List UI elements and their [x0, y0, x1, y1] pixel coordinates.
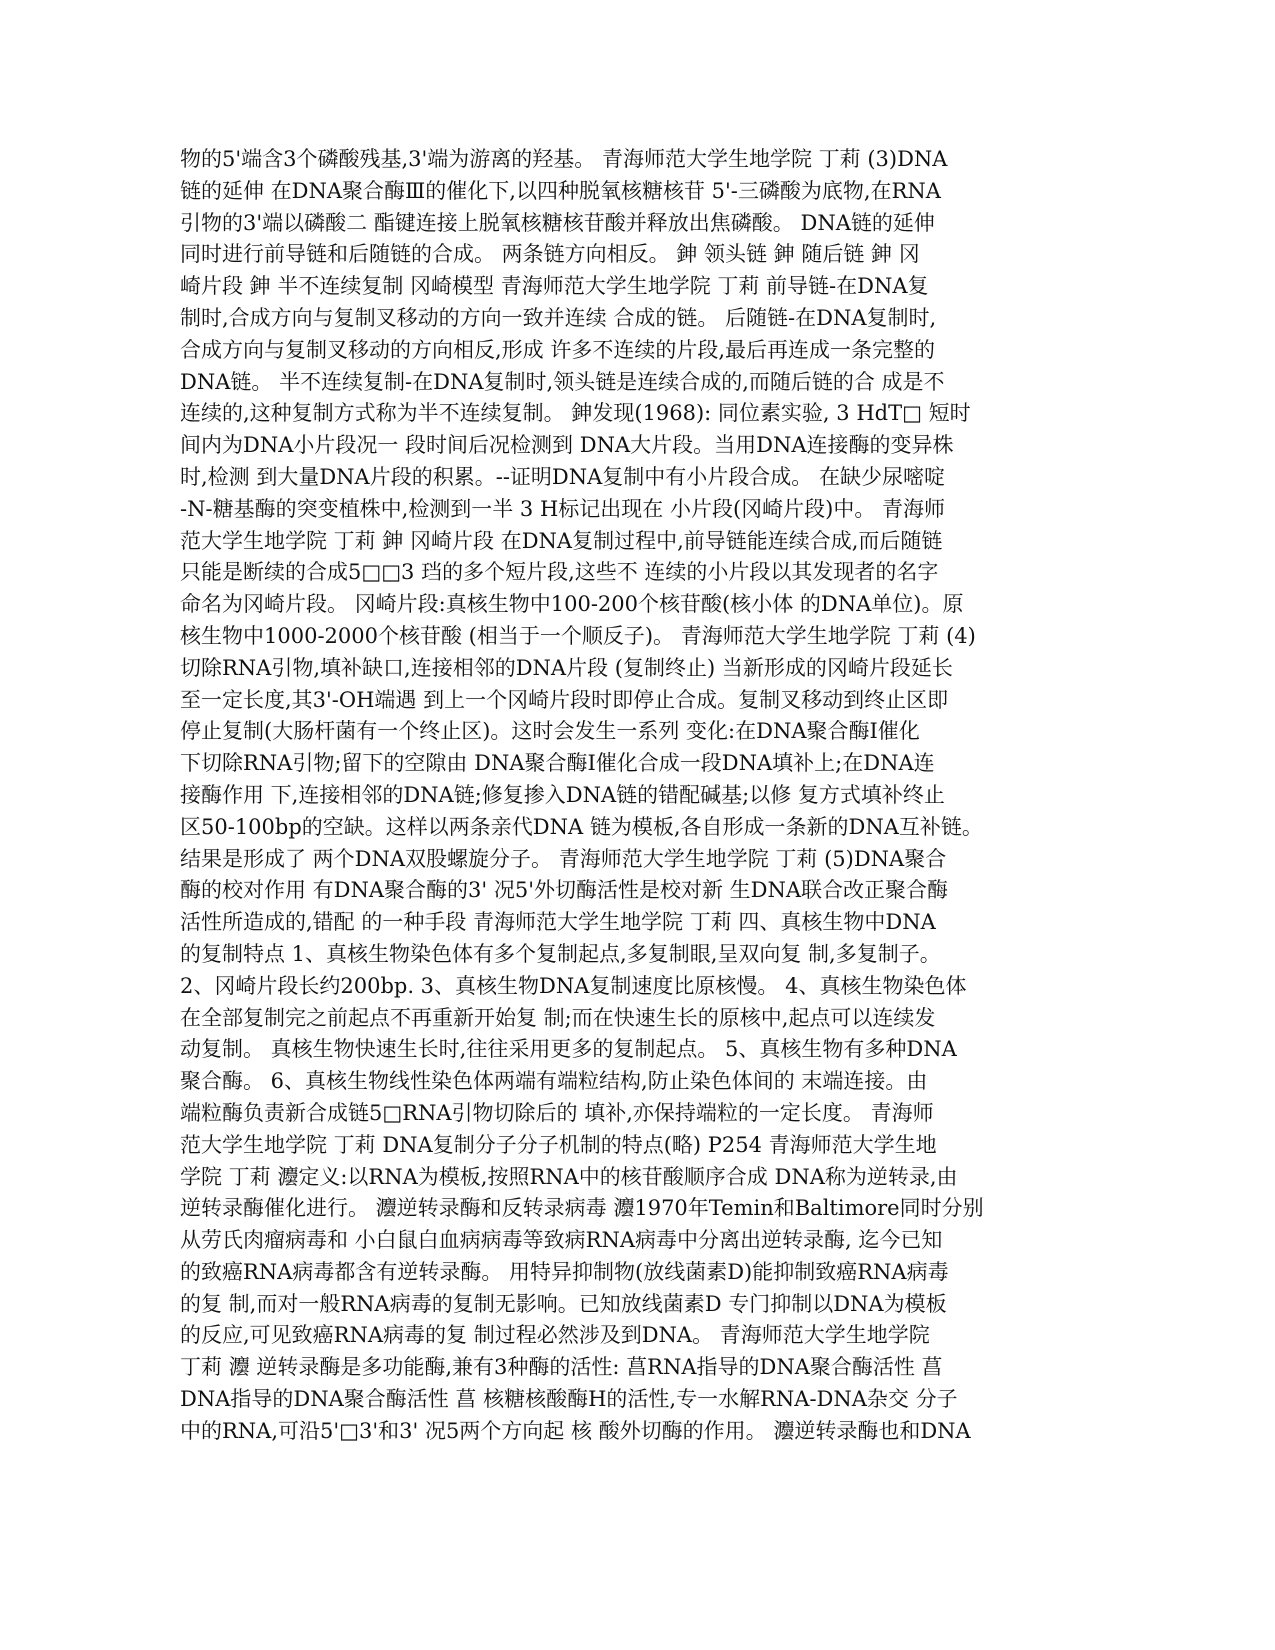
text-line: 酶的校对作用 有DNA聚合酶的3' 况5'外切酶活性是校对新 生DNA联合改正聚合酶	[180, 878, 949, 903]
text-line: 的反应,可见致癌RNA病毒的复 制过程必然涉及到DNA。 青海师范大学生地学院	[180, 1323, 930, 1348]
text-line: 逆转录酶催化进行。 灋逆转录酶和反转录病毒 灋1970年Temin和Baltimore同时分别	[180, 1196, 984, 1221]
text-line: 核生物中1000-2000个核苷酸 (相当于一个顺反子)。 青海师范大学生地学院 丁莉 (4)	[180, 623, 976, 648]
text-line: 接酶作用 下,连接相邻的DNA链;修复掺入DNA链的错配碱基;以修 复方式填补终止	[180, 782, 945, 807]
text-line: 在全部复制完之前起点不再重新开始复 制;而在快速生长的原核中,起点可以连续发	[180, 1005, 936, 1030]
text-line: 切除RNA引物,填补缺口,连接相邻的DNA片段 (复制终止) 当新形成的冈崎片段延长	[180, 655, 953, 680]
text-line: 命名为冈崎片段。 冈崎片段:真核生物中100-200个核苷酸(核小体 的DNA单位)。原	[180, 592, 964, 617]
text-line: 中的RNA,可沿5'□3'和3' 况5两个方向起 核 酸外切酶的作用。 灋逆转录酶也和DNA	[180, 1418, 971, 1443]
text-line: 学院 丁莉 灋定义:以RNA为模板,按照RNA中的核苷酸顺序合成 DNA称为逆转录,由	[180, 1164, 958, 1189]
text-line: 至一定长度,其3'-OH端遇 到上一个冈崎片段时即停止合成。复制叉移动到终止区即	[180, 687, 949, 712]
text-line: 2、冈崎片段长约200bp. 3、真核生物DNA复制速度比原核慢。 4、真核生物染色体	[180, 973, 967, 998]
text-line: 丁莉 灋 逆转录酶是多功能酶,兼有3种酶的活性: 菖RNA指导的DNA聚合酶活性 菖	[180, 1355, 943, 1380]
text-line: 链的延伸 在DNA聚合酶Ⅲ的催化下,以四种脱氧核糖核苷 5'-三磷酸为底物,在RNA	[180, 178, 941, 203]
text-line: 动复制。 真核生物快速生长时,往往采用更多的复制起点。 5、真核生物有多种DNA	[180, 1037, 957, 1062]
text-line: 结果是形成了 两个DNA双股螺旋分子。 青海师范大学生地学院 丁莉 (5)DNA聚合	[180, 846, 947, 871]
text-line: 时,检测 到大量DNA片段的积累。--证明DNA复制中有小片段合成。 在缺少尿嘧啶	[180, 464, 945, 489]
text-line: 只能是断续的合成5□□3 珰的多个短片段,这些不 连续的小片段以其发现者的名字	[180, 560, 939, 585]
text-line: 范大学生地学院 丁莉 鉮 冈崎片段 在DNA复制过程中,前导链能连续合成,而后随链	[180, 528, 943, 553]
text-line: 连续的,这种复制方式称为半不连续复制。 鉮发现(1968): 同位素实验, 3 HdT□ 短时	[180, 401, 971, 426]
text-line: 区50-100bp的空缺。这样以两条亲代DNA 链为模板,各自形成一条新的DNA互补链。	[180, 814, 983, 839]
text-line: 下切除RNA引物;留下的空隙由 DNA聚合酶Ⅰ催化合成一段DNA填补上;在DNA连	[180, 751, 935, 776]
text-line: 物的5'端含3个磷酸残基,3'端为游离的羟基。 青海师范大学生地学院 丁莉 (3)DNA	[180, 147, 948, 171]
text-line: 端粒酶负责新合成链5□RNA引物切除后的 填补,亦保持端粒的一定长度。 青海师	[180, 1100, 934, 1125]
text-line: 间内为DNA小片段况一 段时间后况检测到 DNA大片段。当用DNA连接酶的变异株	[180, 433, 954, 458]
text-line: 的致癌RNA病毒都含有逆转录酶。 用特异抑制物(放线菌素D)能抑制致癌RNA病毒	[180, 1259, 949, 1284]
text-line: 崎片段 鉮 半不连续复制 冈崎模型 青海师范大学生地学院 丁莉 前导链-在DNA复	[180, 274, 929, 299]
text-line: 活性所造成的,错配 的一种手段 青海师范大学生地学院 丁莉 四、真核生物中DNA	[180, 910, 936, 935]
text-line: 聚合酶。 6、真核生物线性染色体两端有端粒结构,防止染色体间的 末端连接。由	[180, 1069, 928, 1094]
text-line: 同时进行前导链和后随链的合成。 两条链方向相反。 鉮 领头链 鉮 随后链 鉮 冈	[180, 242, 920, 267]
text-line: 制时,合成方向与复制叉移动的方向一致并连续 合成的链。 后随链-在DNA复制时,	[180, 305, 937, 330]
text-line: DNA链。 半不连续复制-在DNA复制时,领头链是连续合成的,而随后链的合 成是不	[180, 369, 945, 394]
text-line: 的复 制,而对一般RNA病毒的复制无影响。已知放线菌素D 专门抑制以DNA为模板	[180, 1291, 947, 1316]
text-line: -N-糖基酶的突变植株中,检测到一半 3 H标记出现在 小片段(冈崎片段)中。 青海师	[180, 496, 946, 521]
text-line: 范大学生地学院 丁莉 DNA复制分子分子机制的特点(略) P254 青海师范大学生地	[180, 1132, 937, 1157]
text-line: DNA指导的DNA聚合酶活性 菖 核糖核酸酶H的活性,专一水解RNA-DNA杂交 分子	[180, 1387, 958, 1412]
text-line: 停止复制(大肠杆菌有一个终止区)。这时会发生一系列 变化:在DNA聚合酶Ⅰ催化	[180, 719, 920, 744]
text-line: 的复制特点 1、真核生物染色体有多个复制起点,多复制眼,呈双向复 制,多复制子。	[180, 941, 941, 966]
body-text	[180, 144, 1060, 1448]
text-line: 引物的3'端以磷酸二 酯键连接上脱氧核糖核苷酸并释放出焦磷酸。 DNA链的延伸	[180, 210, 935, 235]
text-line: 从劳氏肉瘤病毒和 小白鼠白血病病毒等致病RNA病毒中分离出逆转录酶, 迄今已知	[180, 1228, 943, 1253]
text-line: 合成方向与复制叉移动的方向相反,形成 许多不连续的片段,最后再连成一条完整的	[180, 337, 936, 362]
